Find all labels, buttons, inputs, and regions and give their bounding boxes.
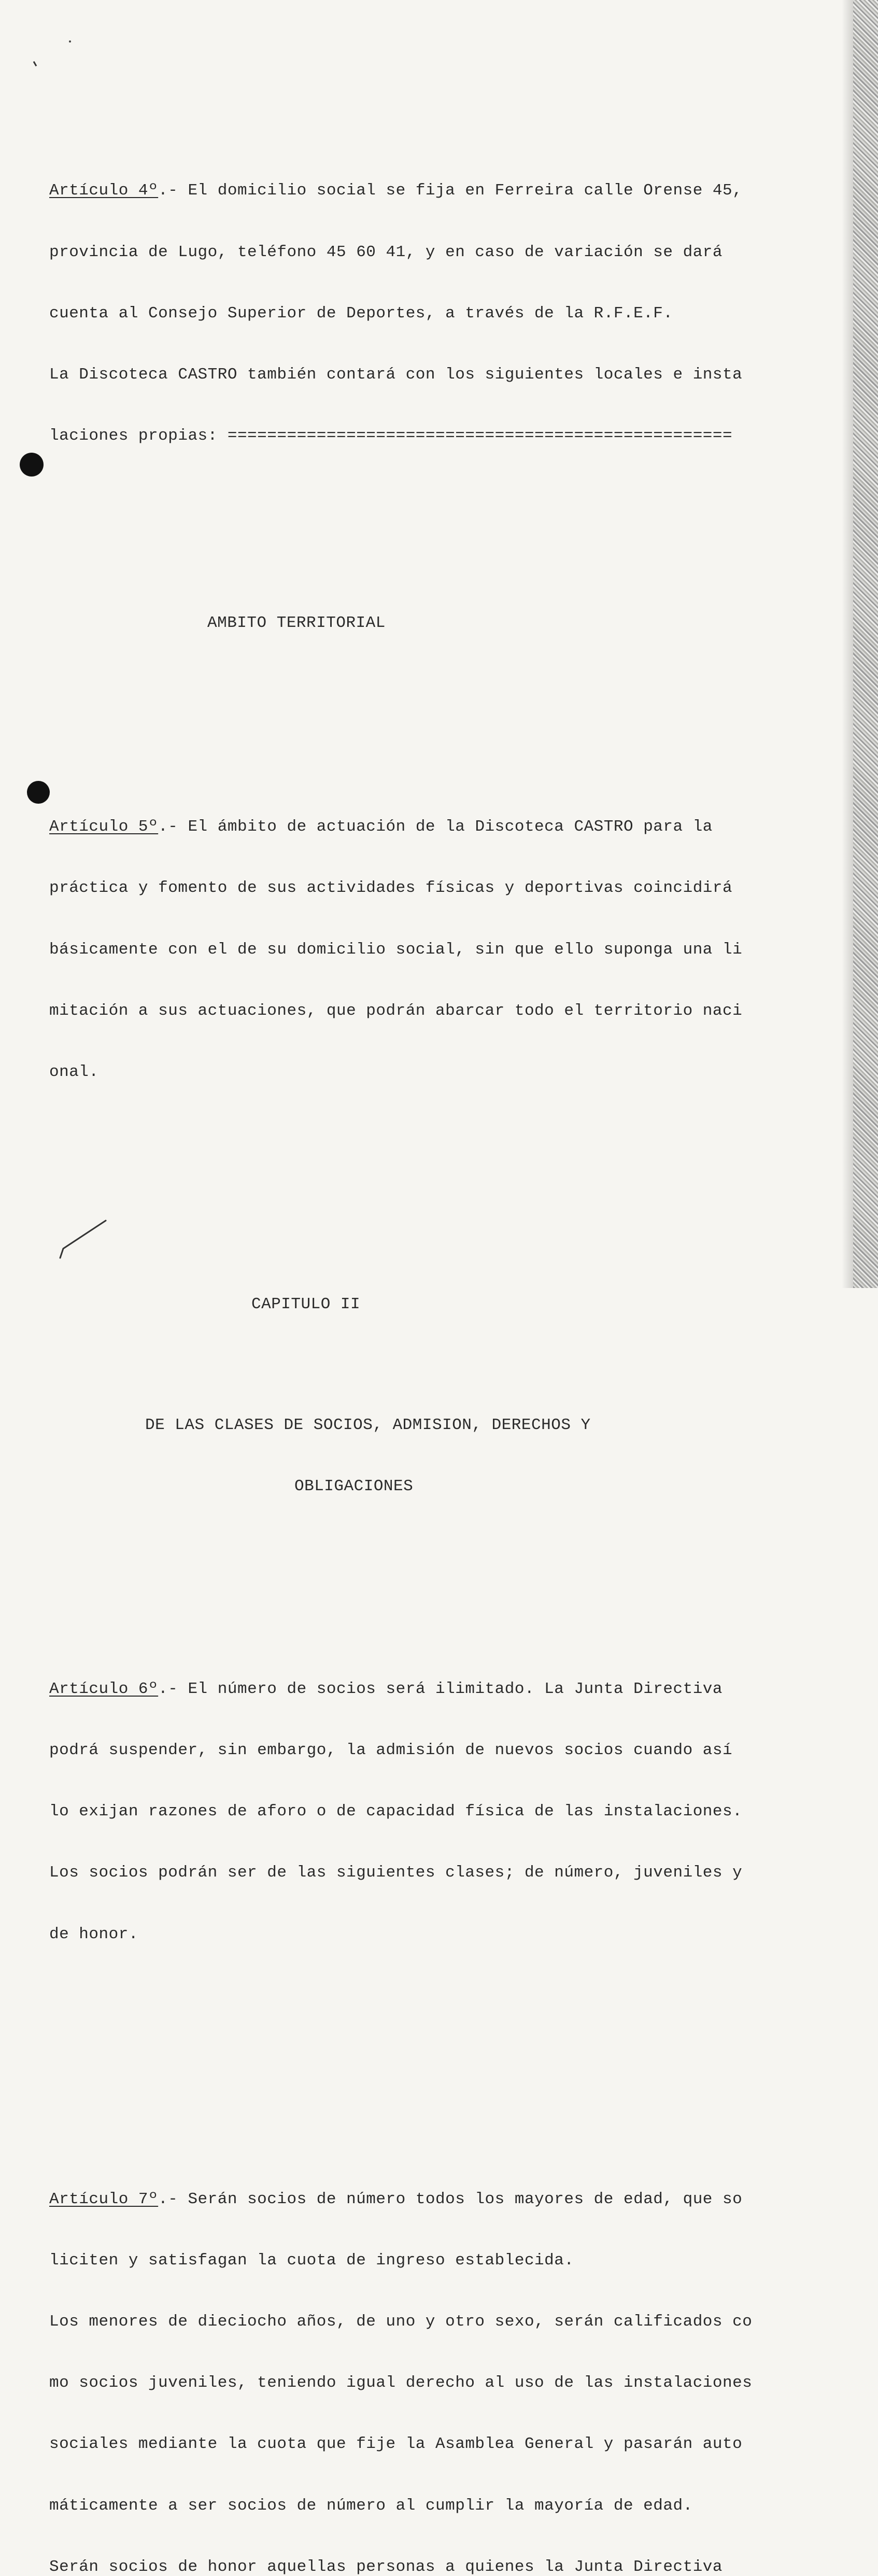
article-7-line: liciten y satisfagan la cuota de ingreso establecida. — [49, 2251, 574, 2270]
ink-speck — [69, 40, 71, 43]
article-6-line: Artículo 6º.- El número de socios será ilimitado. La Junta Directiva — [49, 1679, 723, 1698]
document-body — [49, 58, 811, 2576]
article-6 — [49, 1638, 811, 1985]
article-5-line: Artículo 5º.- El ámbito de actuación de la Discoteca CASTRO para la — [49, 818, 713, 836]
article-7-line: mo socios juveniles, teniendo igual derecho al uso de las instalaciones — [49, 2374, 753, 2392]
article-6-line: lo exijan razones de aforo o de capacidad física de las instalaciones. — [49, 1802, 743, 1821]
page-edge-shadow — [842, 0, 853, 1288]
ink-tick — [33, 61, 37, 66]
article-5-line: mitación a sus actuaciones, que podrán abarcar todo el territorio naci — [49, 1001, 743, 1020]
article-5-line: práctica y fomento de sus actividades físicas y deportivas coincidirá — [49, 879, 733, 898]
article-6-line: Los socios podrán ser de las siguientes clases; de número, juveniles y — [49, 1864, 743, 1882]
article-6-line: podrá suspender, sin embargo, la admisión de nuevos socios cuando así — [49, 1741, 733, 1760]
scanner-edge-strip — [853, 0, 878, 1288]
article-7-line: máticamente a ser socios de número al cumplir la mayoría de edad. — [49, 2496, 693, 2515]
article-4-line: provincia de Lugo, teléfono 45 60 41, y en caso de variación se dará — [49, 243, 723, 261]
article-4-label: Artículo 4º — [49, 181, 159, 200]
article-7 — [49, 2148, 811, 2576]
punch-hole-dot — [20, 453, 44, 477]
article-6-line: de honor. — [49, 1925, 138, 1943]
section-heading-ambito: AMBITO TERRITORIAL — [207, 614, 386, 633]
article-4 — [49, 140, 811, 487]
article-5-line: onal. — [49, 1062, 99, 1081]
pen-stroke-mark — [56, 1219, 113, 1260]
article-5-line: básicamente con el de su domicilio social, sin que ello suponga una li — [49, 940, 743, 959]
article-7-label: Artículo 7º — [49, 2190, 159, 2208]
chapter-heading: CAPITULO II — [251, 1295, 361, 1313]
article-7-line: Artículo 7º.- Serán socios de número todos los mayores de edad, que so — [49, 2190, 743, 2208]
article-7-line: Los menores de dieciocho años, de uno y otro sexo, serán calificados co — [49, 2312, 753, 2331]
chapter-subheading: DE LAS CLASES DE SOCIOS, ADMISION, DERECHOS Y — [145, 1416, 591, 1434]
article-5 — [49, 776, 811, 1123]
article-5-label: Artículo 5º — [49, 818, 159, 836]
article-7-line: sociales mediante la cuota que fije la Asamblea General y pasarán auto — [49, 2435, 743, 2454]
article-4-line: cuenta al Consejo Superior de Deportes, a través de la R.F.E.F. — [49, 304, 673, 323]
article-4-line: La Discoteca CASTRO también contará con los siguientes locales e insta — [49, 366, 743, 384]
article-7-line: Serán socios de honor aquellas personas a quienes la Junta Directiva — [49, 2557, 723, 2576]
chapter-subheading: OBLIGACIONES — [294, 1477, 414, 1496]
article-4-line: Artículo 4º.- El domicilio social se fija en Ferreira calle Orense 45, — [49, 181, 743, 200]
article-6-label: Artículo 6º — [49, 1679, 159, 1698]
punch-hole-dot — [27, 781, 50, 804]
article-4-line: laciones propias: =================================================== — [49, 427, 733, 445]
